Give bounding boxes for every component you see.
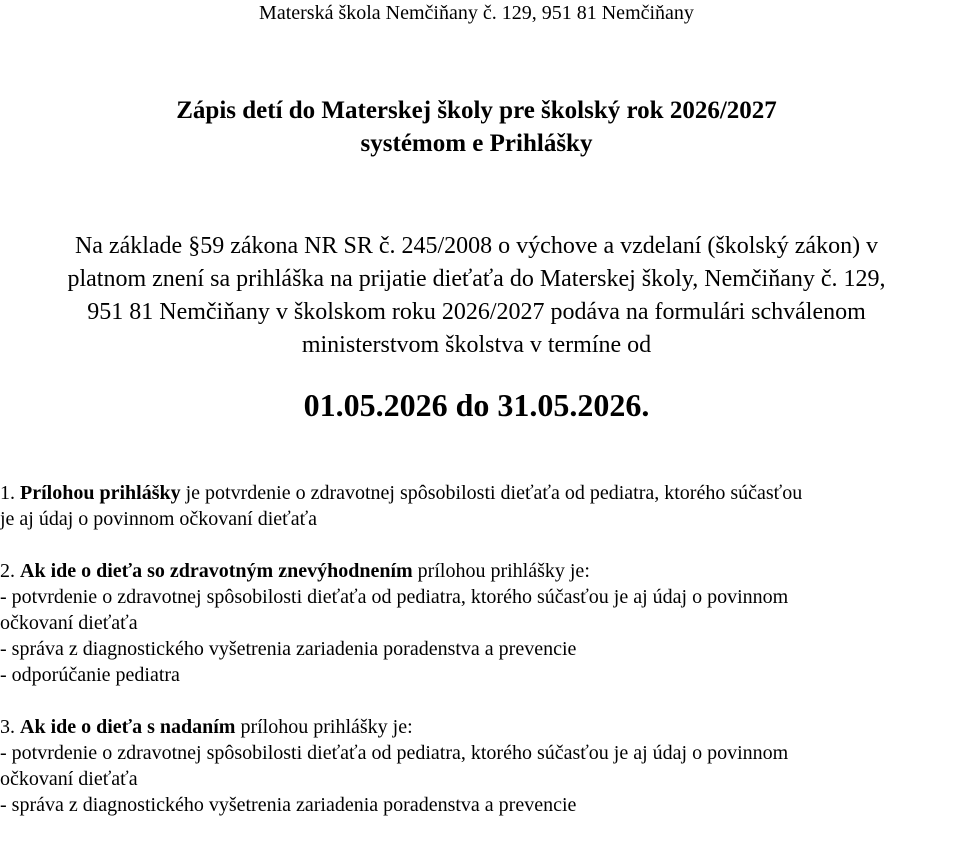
intro-line: platnom znení sa prihláška na prijatie dieťaťa do Materskej školy, Nemčiňany č. 129,: [67, 266, 886, 292]
requirement-item-2: [0, 558, 961, 688]
requirement-line: - odporúčanie pediatra: [0, 664, 180, 686]
item-number: 1.: [0, 482, 15, 504]
item-bold-label: Ak ide o dieťa so zdravotným znevýhodnením: [20, 560, 413, 582]
page-title-line-2: systémom e Prihlášky: [360, 130, 593, 157]
item-bold-label: Ak ide o dieťa s nadaním: [20, 716, 236, 738]
requirement-line: očkovaní dieťaťa: [0, 612, 138, 634]
requirement-line: - správa z diagnostického vyšetrenia zariadenia poradenstva a prevencie: [0, 794, 577, 816]
requirements-list: [0, 480, 961, 818]
requirement-line: očkovaní dieťaťa: [0, 768, 138, 790]
requirement-line: - správa z diagnostického vyšetrenia zariadenia poradenstva a prevencie: [0, 638, 577, 660]
requirement-line: je aj údaj o povinnom očkovaní dieťaťa: [0, 508, 318, 530]
requirement-first-line: [0, 714, 961, 740]
item-rest-text: prílohou prihlášky je:: [235, 716, 413, 738]
intro-line: Na základe §59 zákona NR SR č. 245/2008 o výchove a vzdelaní (školský zákon) v: [74, 233, 879, 259]
enrollment-dates: 01.05.2026 do 31.05.2026.: [303, 387, 650, 423]
item-number: 2.: [0, 560, 15, 582]
page-title-line-1: Zápis detí do Materskej školy pre školský rok 2026/2027: [176, 97, 777, 124]
requirement-first-line: [0, 558, 961, 584]
school-address: Materská škola Nemčiňany č. 129, 951 81 Nemčiňany: [259, 2, 694, 24]
requirement-first-line: [0, 480, 961, 506]
item-bold-label: Prílohou prihlášky: [20, 482, 181, 504]
intro-paragraph: [0, 230, 953, 362]
item-rest-text: prílohou prihlášky je:: [412, 560, 590, 582]
item-rest-text: je potvrdenie o zdravotnej spôsobilosti dieťaťa od pediatra, ktorého súčasťou: [180, 482, 803, 504]
page-title: [0, 94, 953, 160]
requirement-item-3: [0, 714, 961, 818]
intro-line: 951 81 Nemčiňany v školskom roku 2026/2027 podáva na formulári schválenom: [87, 299, 866, 325]
requirement-item-1: [0, 480, 961, 532]
requirement-line: - potvrdenie o zdravotnej spôsobilosti dieťaťa od pediatra, ktorého súčasťou je aj údaj o povinnom: [0, 742, 789, 764]
intro-line: ministerstvom školstva v termíne od: [301, 332, 652, 358]
requirement-line: - potvrdenie o zdravotnej spôsobilosti dieťaťa od pediatra, ktorého súčasťou je aj údaj o povinnom: [0, 586, 789, 608]
item-number: 3.: [0, 716, 15, 738]
